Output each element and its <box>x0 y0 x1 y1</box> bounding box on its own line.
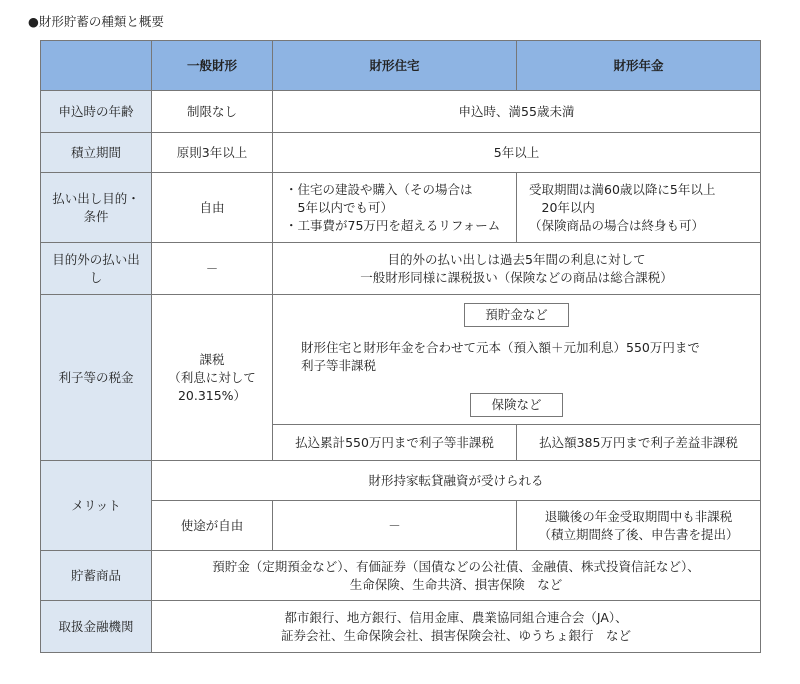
tax-deposit-cell <box>273 295 761 425</box>
deposit-line: 財形住宅と財形年金を合わせて元本（預入額＋元加利息）550万円まで <box>301 339 700 355</box>
period-general: 原則3年以上 <box>152 133 273 173</box>
products-content <box>152 551 761 601</box>
age-general: 制限なし <box>152 91 273 133</box>
tax-insurance-pension: 払込額385万円まで利子差益非課税 <box>517 425 761 461</box>
other-line: 目的外の払い出しは過去5年間の利息に対して <box>387 251 646 267</box>
deposit-label-box: 預貯金など <box>464 303 569 327</box>
row-label-period: 積立期間 <box>41 133 152 173</box>
period-housing-pension: 5年以上 <box>273 133 761 173</box>
header-pension: 財形年金 <box>517 41 761 91</box>
institutions-line: 証券会社、生命保険会社、損害保険会社、ゆうちょ銀行 など <box>280 627 631 643</box>
merit-all: 財形持家転貸融資が受けられる <box>152 461 761 501</box>
row-tax-deposit <box>41 295 761 425</box>
withdraw-housing-line: ・住宅の建設や購入（その場合は <box>285 181 473 197</box>
tax-insurance-housing: 払込累計550万円まで利子等非課税 <box>273 425 517 461</box>
withdraw-housing-line: 5年以内でも可） <box>285 199 393 215</box>
table-caption: ●財形貯蓄の種類と概要 <box>28 14 164 29</box>
merit-housing: － <box>273 501 517 551</box>
withdraw-housing <box>273 173 517 243</box>
row-label-institutions: 取扱金融機関 <box>41 601 152 653</box>
institutions-content <box>152 601 761 653</box>
row-institutions <box>41 601 761 653</box>
withdraw-pension <box>517 173 761 243</box>
age-housing-pension: 申込時、満55歳未満 <box>273 91 761 133</box>
header-row <box>41 41 761 91</box>
withdraw-housing-line: ・工事費が75万円を超えるリフォーム <box>285 217 501 233</box>
merit-general: 使途が自由 <box>152 501 273 551</box>
merit-pension-line: （積立期間終了後、申告書を提出） <box>538 526 739 542</box>
row-label-other: 目的外の払い出し <box>41 243 152 295</box>
row-label-tax: 利子等の税金 <box>41 295 152 461</box>
row-other <box>41 243 761 295</box>
institutions-line: 都市銀行、地方銀行、信用金庫、農業協同組合連合会（JA）、 <box>284 609 628 625</box>
products-line: 預貯金（定期預金など）、有価証券（国債などの公社債、金融債、株式投資信託など）、 <box>212 558 700 574</box>
row-period <box>41 133 761 173</box>
tax-general <box>152 295 273 461</box>
tax-general-line: （利息に対して <box>168 369 256 385</box>
withdraw-general: 自由 <box>152 173 273 243</box>
header-blank-cell <box>41 41 152 91</box>
withdraw-pension-line: （保険商品の場合は終身も可） <box>529 217 705 233</box>
row-label-age: 申込時の年齢 <box>41 91 152 133</box>
other-line: 一般財形同様に課税扱い（保険などの商品は総合課税） <box>360 269 673 285</box>
row-label-merit: メリット <box>41 461 152 551</box>
insurance-label-box: 保険など <box>470 393 562 417</box>
merit-pension <box>517 501 761 551</box>
row-products <box>41 551 761 601</box>
zaikei-table <box>40 40 761 653</box>
row-merit-all <box>41 461 761 501</box>
merit-pension-line: 退職後の年金受取期間中も非課税 <box>544 508 733 524</box>
withdraw-pension-line: 受取期間は満60歳以降に5年以上 <box>529 181 716 197</box>
other-general: － <box>152 243 273 295</box>
withdraw-pension-line: 20年以内 <box>529 199 595 215</box>
other-housing-pension <box>273 243 761 295</box>
header-general: 一般財形 <box>152 41 273 91</box>
row-withdraw <box>41 173 761 243</box>
deposit-line: 利子等非課税 <box>301 357 377 373</box>
row-label-products: 貯蓄商品 <box>41 551 152 601</box>
header-housing: 財形住宅 <box>273 41 517 91</box>
row-age <box>41 91 761 133</box>
row-label-withdraw: 払い出し目的・条件 <box>41 173 152 243</box>
products-line: 生命保険、生命共済、損害保険 など <box>349 576 563 592</box>
tax-general-line: 20.315%） <box>177 387 247 403</box>
tax-general-line: 課税 <box>199 351 225 367</box>
